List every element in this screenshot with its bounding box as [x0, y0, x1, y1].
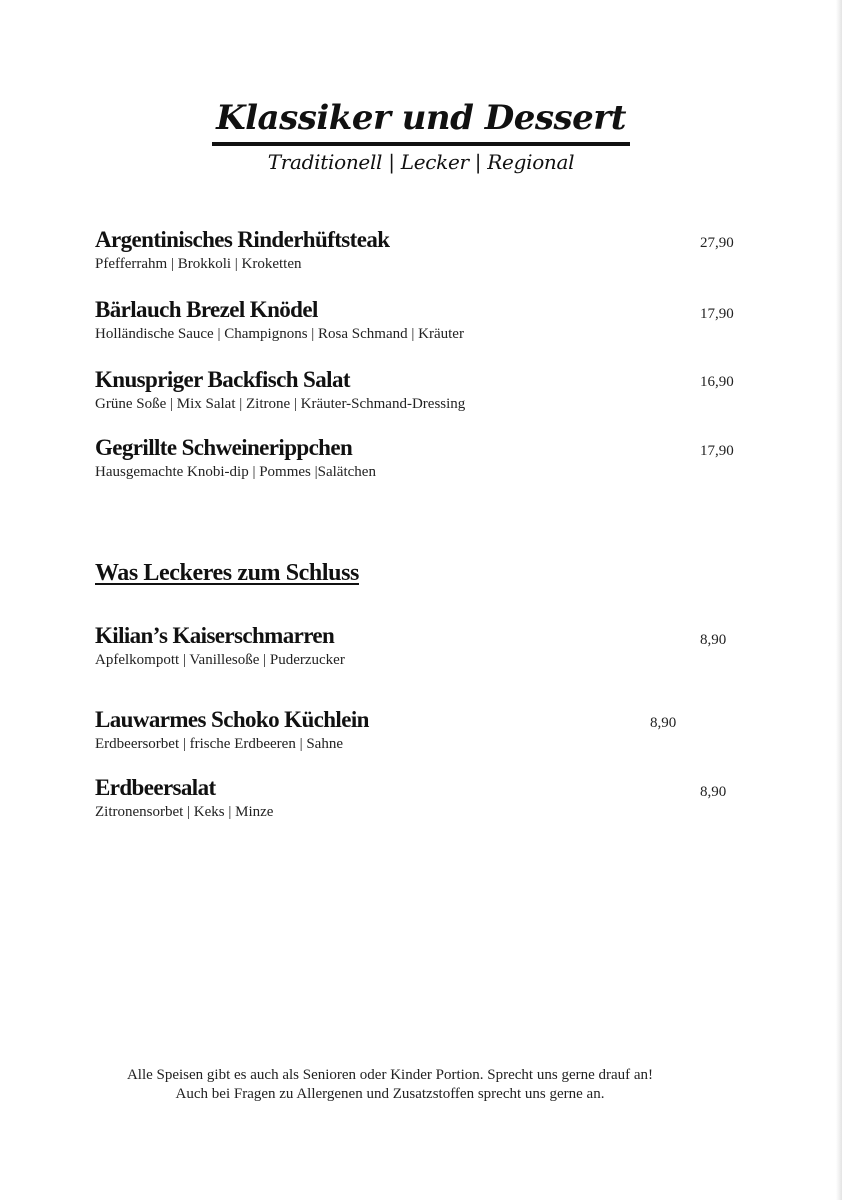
- item-price: 17,90: [700, 306, 734, 322]
- page-subtitle: Traditionell | Lecker | Regional: [267, 150, 575, 174]
- footer-line-portions: Alle Speisen gibt es auch als Senioren oder Kinder Portion. Sprecht uns gerne drauf an!: [126, 1067, 654, 1083]
- page-edge-shadow: [836, 0, 842, 1200]
- item-name: Gegrillte Schweinerippchen: [95, 435, 353, 460]
- item-price: 8,90: [700, 784, 727, 800]
- item-name: Argentinisches Rinderhüftsteak: [95, 227, 390, 252]
- menu-header: [0, 96, 842, 174]
- item-description: Holländische Sauce | Champignons | Rosa Schmand | Kräuter: [95, 326, 464, 342]
- item-price: 27,90: [700, 235, 734, 251]
- menu-item-schoko-kuechlein: [95, 706, 369, 753]
- footer-line-allergens: Auch bei Fragen zu Allergenen und Zusatzstoffen sprecht uns gerne an.: [175, 1086, 605, 1102]
- item-name: Knuspriger Backfisch Salat: [95, 367, 350, 392]
- menu-item-steak: [95, 226, 389, 273]
- item-description: Zitronensorbet | Keks | Minze: [95, 804, 274, 820]
- page-title: Klassiker und Dessert: [212, 96, 630, 146]
- menu-item-backfisch: [95, 366, 465, 413]
- item-description: Hausgemachte Knobi-dip | Pommes |Salätchen: [95, 464, 376, 480]
- item-description: Erdbeersorbet | frische Erdbeeren | Sahne: [95, 736, 343, 752]
- item-price: 17,90: [700, 443, 734, 459]
- section-title-dessert: Was Leckeres zum Schluss: [95, 560, 359, 586]
- footer-note: [60, 1066, 720, 1104]
- item-price: 8,90: [650, 715, 677, 731]
- menu-item-kaiserschmarren: [95, 622, 345, 669]
- item-name: Kilian’s Kaiserschmarren: [95, 623, 335, 648]
- item-description: Pfefferrahm | Brokkoli | Kroketten: [95, 256, 302, 272]
- item-description: Apfelkompott | Vanillesoße | Puderzucker: [95, 652, 345, 668]
- item-description: Grüne Soße | Mix Salat | Zitrone | Kräuter-Schmand-Dressing: [95, 396, 466, 412]
- menu-item-knoedel: [95, 296, 464, 343]
- item-price: 16,90: [700, 374, 734, 390]
- item-name: Lauwarmes Schoko Küchlein: [95, 707, 369, 732]
- menu-item-rippchen: [95, 434, 376, 481]
- item-name: Erdbeersalat: [95, 775, 216, 800]
- menu-item-erdbeersalat: [95, 774, 273, 821]
- item-name: Bärlauch Brezel Knödel: [95, 297, 318, 322]
- item-price: 8,90: [700, 632, 727, 648]
